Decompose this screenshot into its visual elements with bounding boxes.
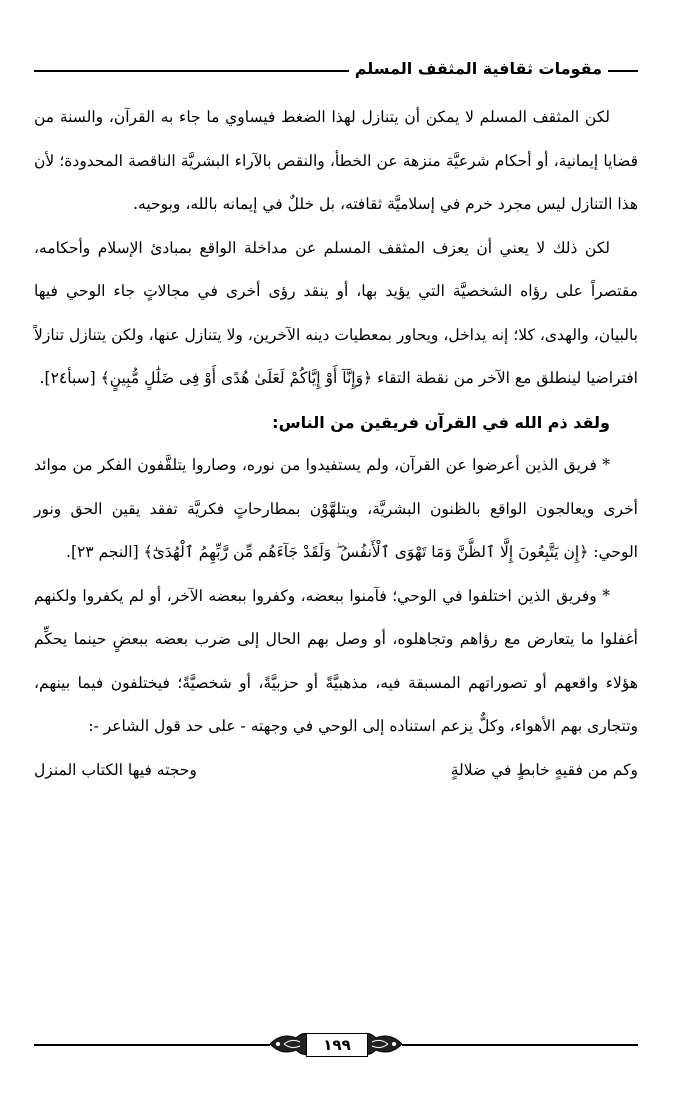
- poetry-verse: [34, 749, 638, 793]
- running-header: [34, 58, 638, 82]
- verse-first-hemistich: وكم من فقيهٍ خابطٍ في ضلالةٍ: [450, 760, 638, 779]
- section-heading: ولقد ذم الله في القرآن فريقين من الناس:: [272, 412, 610, 432]
- body-text: [34, 96, 638, 792]
- footer-rule-left: [34, 1044, 270, 1046]
- page-number: ١٩٩: [306, 1033, 368, 1057]
- footer-rule-right: [402, 1044, 638, 1046]
- header-title: مقومات ثقافية المثقف المسلم: [349, 58, 608, 80]
- paragraph-2: لكن ذلك لا يعني أن يعزف المثقف المسلم عن مداخلة الواقع بمبادئ الإسلام وأحكامه، مقتصراً على رؤاه الشخصيَّة التي يؤيد بها، أو ينقد رؤى أخرى في مجالاتٍ جاء الوحي فيها بالبيان، والهدى، كلا؛ إنه يداخل، ويحاور بمعطيات دينه الآخرين، ولا يتنازل عنها، ولكن يتنازل تنازلاً افتراضيا لينطلق مع الآخر من نقطة التقاء ﴿وَإِنَّآ أَوْ إِيَّاكُمْ لَعَلَىٰ هُدًى أَوْ فِى ضَلَٰلٍ مُّبِينٍ﴾ [سبأ٢٤].: [34, 238, 638, 387]
- paragraph-4: * وفريق الذين اختلفوا في الوحي؛ فآمنوا ببعضه، وكفروا ببعضه الآخر، أو لم يكفروا ولكنهم أغفلوا ما يتعارض مع رؤاهم وتجاهلوه، أو وصل بهم الحال إلى ضرب بعضه ببعضٍ حينما يحكِّم هؤلاء واقعهم أو تصوراتهم المسبقة فيه، مذهبيَّةً أو حزبيَّةً، أو شخصيَّةً؛ فيختلفون فيما بينهم، وتتجارى بهم الأهواء، وكلٌّ يزعم استناده إلى الوحي في وجهته - على حد قول الشاعر -:: [34, 586, 638, 735]
- verse-second-hemistich: وحجته فيها الكتاب المنزل: [34, 760, 197, 779]
- paragraph-3: * فريق الذين أعرضوا عن القرآن، ولم يستفيدوا من نوره، وصاروا يتلقَّفون الفكر من موائد أخرى ويعالجون الواقع بالظنون البشريَّة، ويتلهَّوْن بمطارحاتٍ فكريَّة تفقد يقين الحق ونور الوحي: ﴿إِن يَتَّبِعُونَ إِلَّا ٱلظَّنَّ وَمَا تَهْوَى ٱلْأَنفُسُ ۖ وَلَقَدْ جَآءَهُم مِّن رَّبِّهِمُ ٱلْهُدَىٰٓ﴾ [النجم ٢٣].: [34, 456, 638, 561]
- page-footer: [34, 1026, 638, 1062]
- paragraph-1: لكن المثقف المسلم لا يمكن أن يتنازل لهذا الضغط فيساوي ما جاء به القرآن، والسنة من قضايا إيمانية، أو أحكام شرعيَّة منزهة عن الخطأ، والنقص بالآراء البشريَّة الناقصة المحدودة؛ لأن هذا التنازل ليس مجرد خرم في إسلاميَّة ثقافته، بل خللٌ في إيمانه بالله، وبوحيه.: [34, 108, 638, 213]
